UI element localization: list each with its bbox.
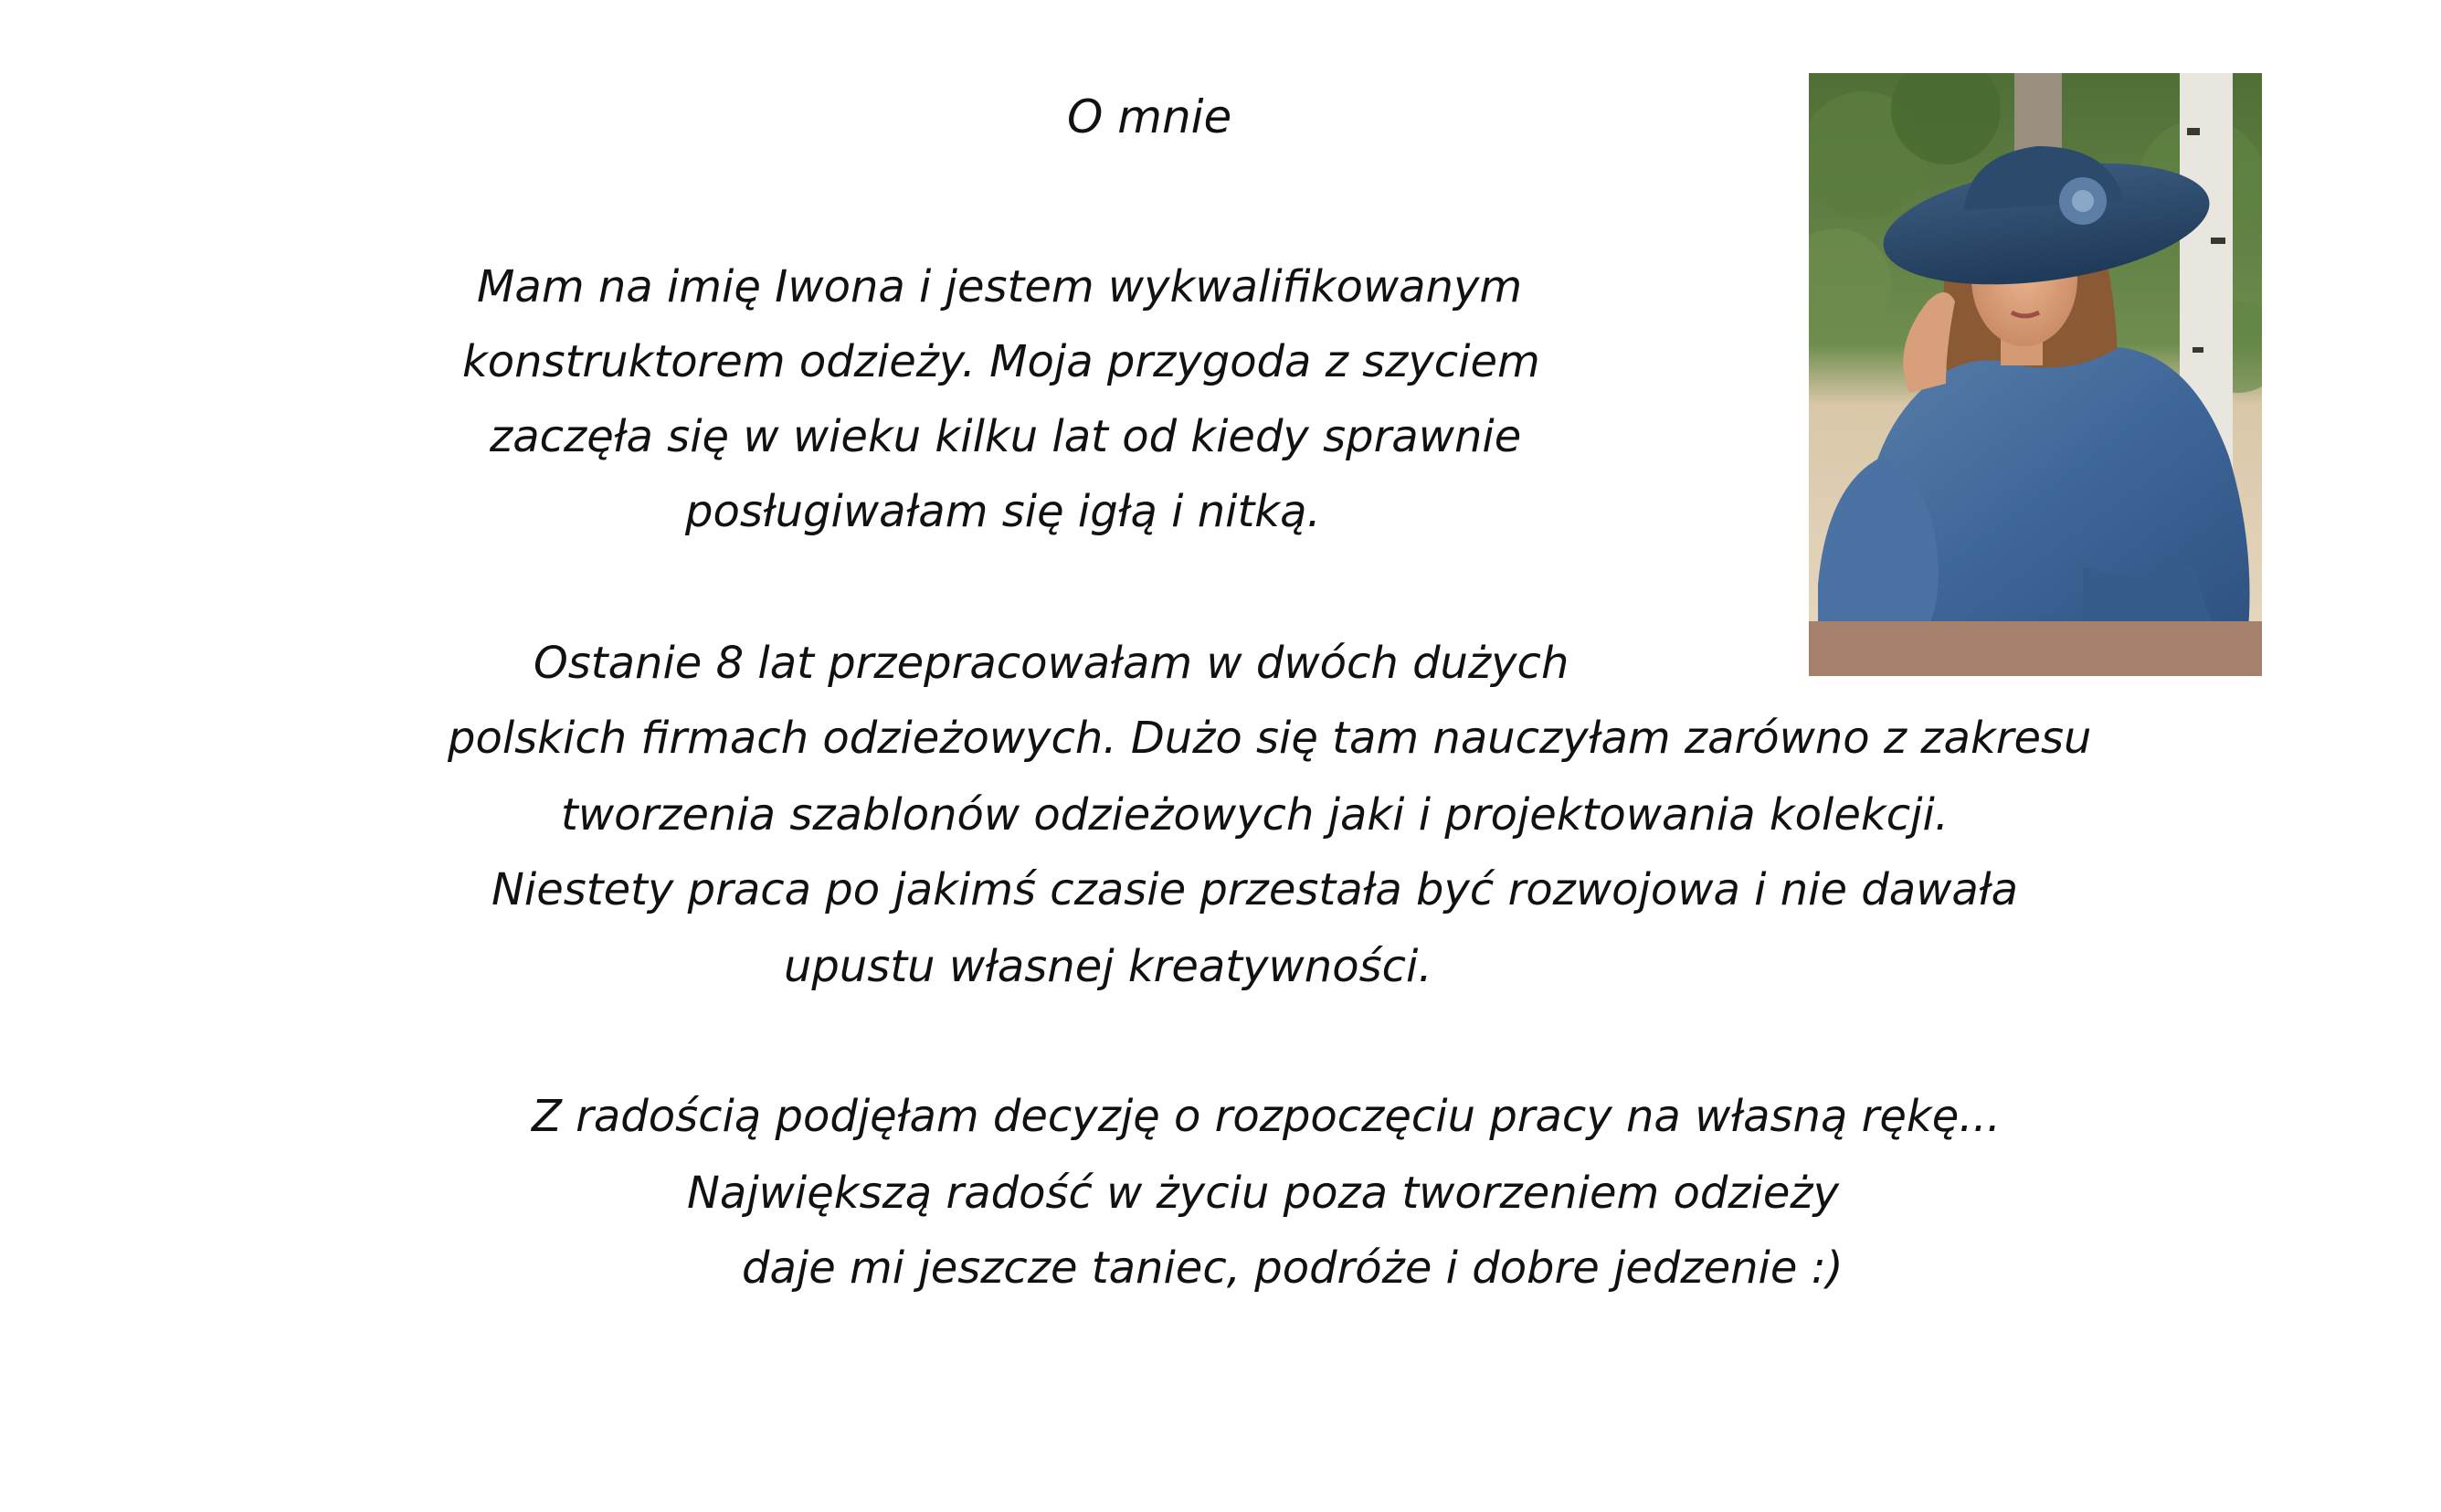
paragraph-2-line-3: tworzenia szablonów odzieżowych jaki i projektowania kolekcji. <box>561 789 1950 841</box>
paragraph-2-line-2: polskich firmach odzieżowych. Dużo się tam nauczyłam zarówno z zakresu <box>448 713 2092 764</box>
paragraph-1-line-3: zaczęła się w wieku kilku lat od kiedy sprawnie <box>490 411 1522 462</box>
page-title: O mnie <box>1067 90 1232 143</box>
paragraph-1-line-2: konstruktorem odzieży. Moja przygoda z szyciem <box>462 336 1540 387</box>
paragraph-1-line-4: posługiwałam się igłą i nitką. <box>685 486 1321 537</box>
paragraph-2-line-5: upustu własnej kreatywności. <box>784 941 1432 992</box>
paragraph-3-line-3: daje mi jeszcze taniec, podróże i dobre jedzenie :) <box>742 1242 1844 1294</box>
paragraph-1-line-1: Mam na imię Iwona i jestem wykwalifikowanym <box>477 261 1523 312</box>
paragraph-2-line-4: Niestety praca po jakimś czasie przestała być rozwojowa i nie dawała <box>491 864 2019 915</box>
portrait-photo <box>1809 73 2262 676</box>
paragraph-2-line-1: Ostanie 8 lat przepracowałam w dwóch dużych <box>534 638 1569 689</box>
paragraph-3-line-1: Z radością podjęłam decyzję o rozpoczęciu pracy na własną rękę... <box>532 1091 2001 1142</box>
paragraph-3-line-2: Największą radość w życiu poza tworzeniem odzieży <box>687 1168 1840 1219</box>
portrait-photo-image <box>1809 73 2262 676</box>
